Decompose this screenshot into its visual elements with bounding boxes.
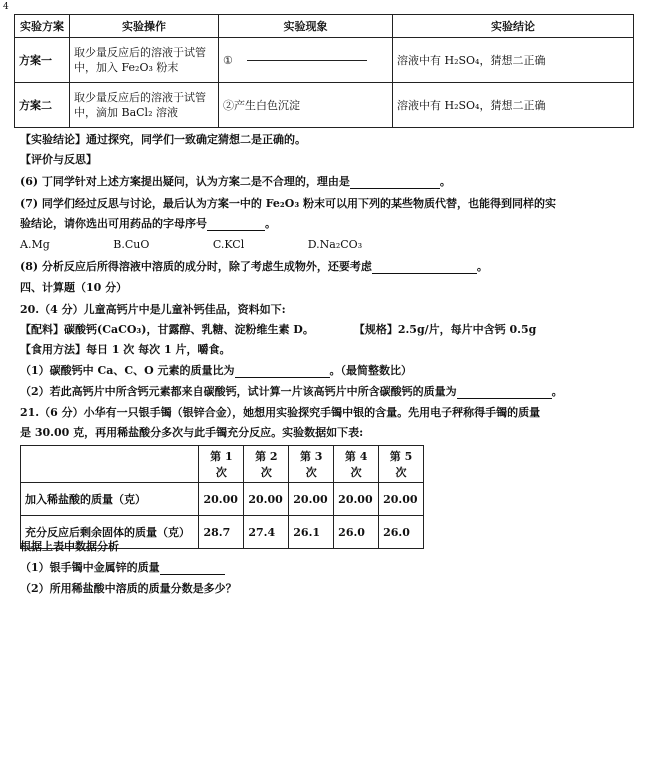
question-21-line-2: 是 30.00 克，再用稀盐酸分多次与此手镯充分反应。实验数据如下表: (20, 426, 364, 439)
margin-mark: 4 (3, 2, 9, 12)
question-7-line-1: (7) 同学们经过反思与讨论，最后认为方案一中的 Fe₂O₃ 粉末可以用下列的某些物质代替，也能得到同样的实 (20, 197, 556, 210)
header-trial-2: 第 2 次 (244, 446, 289, 483)
phenomenon-number: ① (223, 53, 233, 67)
experiment-conclusion: 【实验结论】通过探究，同学们一致确定猜想二是正确的。 (20, 133, 306, 146)
value-cell: 28.7 (199, 516, 244, 549)
question-7-line-2 (20, 217, 276, 231)
value-cell: 20.00 (289, 483, 334, 516)
data-table (20, 445, 424, 549)
experiment-table (14, 14, 634, 128)
operation-cell: 取少量反应后的溶液于试管中，加入 Fe₂O₃ 粉末 (70, 38, 219, 83)
ingredients-text: 【配料】碳酸钙(CaCO₃)，甘露醇、乳糖、淀粉维生素 D。 (20, 323, 314, 336)
answer-blank (247, 60, 367, 61)
answer-blank (457, 386, 552, 399)
question-20: 20.（4 分）儿童高钙片中是儿童补钙佳品，资料如下: (20, 303, 286, 316)
answer-blank (372, 261, 477, 274)
question-21-1-text: （1）银手镯中金属锌的质量 (20, 561, 160, 574)
experiment-table-header (15, 15, 634, 38)
options-row (20, 238, 422, 252)
question-20-1-text: （1）碳酸钙中 Ca、C、O 元素的质量比为 (20, 364, 235, 377)
header-operation: 实验操作 (70, 15, 219, 38)
table-row (15, 38, 634, 83)
question-21-1 (20, 561, 225, 575)
analysis-intro: 根据上表中数据分析 (20, 540, 119, 553)
period: 。 (476, 260, 488, 273)
period: 。 (439, 175, 451, 188)
value-cell: 20.00 (199, 483, 244, 516)
table-row (21, 483, 424, 516)
header-plan: 实验方案 (15, 15, 70, 38)
plan-cell: 方案一 (15, 38, 70, 83)
header-conclusion: 实验结论 (393, 15, 634, 38)
phenomenon-cell (219, 38, 393, 83)
question-21-line-1: 21.（6 分）小华有一只银手镯（银锌合金），她想用实验探究手镯中银的含量。先用电子秤称得手镯的质量 (20, 406, 541, 419)
conclusion-cell: 溶液中有 H₂SO₄，猜想二正确 (393, 38, 634, 83)
specification-text: 【规格】2.5g/片，每片中含钙 0.5g (353, 323, 537, 336)
question-7-text: 验结论，请你选出可用药品的字母序号 (20, 217, 207, 230)
phenomenon-cell: ②产生白色沉淀 (219, 83, 393, 128)
question-20-1-tail: 。（最简整数比） (329, 364, 413, 377)
value-cell: 26.0 (334, 516, 379, 549)
section-4-title: 四、计算题（10 分） (20, 281, 128, 294)
conclusion-cell: 溶液中有 H₂SO₄，猜想二正确 (393, 83, 634, 128)
question-6-text: (6) 丁同学针对上述方案提出疑问，认为方案二是不合理的，理由是 (20, 175, 350, 188)
question-8-text: (8) 分析反应后所得溶液中溶质的成分时，除了考虑生成物外，还要考虑 (20, 260, 372, 273)
value-cell: 20.00 (379, 483, 424, 516)
value-cell: 20.00 (334, 483, 379, 516)
period: 。 (265, 217, 276, 230)
option-c: C.KCl (212, 238, 245, 251)
operation-cell: 取少量反应后的溶液于试管中，滴加 BaCl₂ 溶液 (70, 83, 219, 128)
header-trial-4: 第 4 次 (334, 446, 379, 483)
question-20-2 (20, 385, 563, 399)
row-label: 加入稀盐酸的质量（克） (21, 483, 199, 516)
header-trial-5: 第 5 次 (379, 446, 424, 483)
answer-blank (350, 176, 440, 189)
answer-blank (207, 218, 265, 231)
header-empty (21, 446, 199, 483)
value-cell: 20.00 (244, 483, 289, 516)
header-phenomenon: 实验现象 (219, 15, 393, 38)
row-label: 充分反应后剩余固体的质量（克） (21, 516, 199, 549)
option-a: A.Mg (20, 238, 50, 251)
answer-blank (235, 365, 330, 378)
question-21-2: （2）所用稀盐酸中溶质的质量分数是多少？ (20, 582, 237, 595)
question-20-1 (20, 364, 412, 378)
question-8 (20, 260, 488, 274)
reflection-title: 【评价与反思】 (20, 153, 97, 166)
question-20-2-text: （2）若此高钙片中所含钙元素都来自碳酸钙，试计算一片该高钙片中所含碳酸钙的质量为 (20, 385, 457, 398)
data-table-header (21, 446, 424, 483)
usage: 【食用方法】每日 1 次 每次 1 片，嚼食。 (20, 343, 231, 356)
option-d: D.Na₂CO₃ (307, 238, 363, 251)
value-cell: 27.4 (244, 516, 289, 549)
value-cell: 26.0 (379, 516, 424, 549)
option-b: B.CuO (113, 238, 150, 251)
question-6 (20, 175, 451, 189)
plan-cell: 方案二 (15, 83, 70, 128)
header-trial-1: 第 1 次 (199, 446, 244, 483)
header-trial-3: 第 3 次 (289, 446, 334, 483)
ingredients (20, 323, 536, 337)
value-cell: 26.1 (289, 516, 334, 549)
period: 。 (551, 385, 563, 398)
answer-blank (160, 562, 225, 575)
table-row (15, 83, 634, 128)
